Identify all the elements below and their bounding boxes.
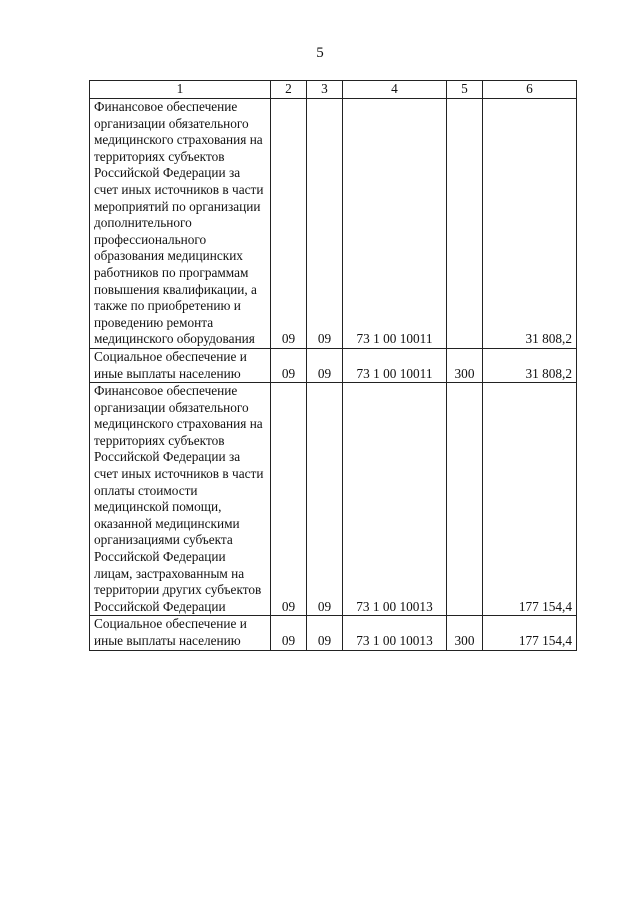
row-amount: 31 808,2 (483, 99, 577, 349)
row-section-code: 09 (271, 616, 307, 650)
header-row (90, 81, 577, 99)
row-target-code: 73 1 00 10013 (343, 383, 447, 616)
row-section-code: 09 (271, 348, 307, 382)
table-row (90, 348, 577, 382)
header-col-1: 1 (90, 81, 271, 99)
header-col-5: 5 (447, 81, 483, 99)
row-name (90, 616, 271, 650)
row-section-code: 09 (271, 383, 307, 616)
row-name (90, 383, 271, 616)
row-name-text: Финансовое обеспечение организации обязательного медицинского страхования на территориях субъектов Российской Федерации за счет иных источников в части мероприятий по организации дополнительного профессионального образования медицинских работников по программам повышения квалификации, а также по приобретению и проведению ремонта медицинского оборудования (94, 99, 264, 347)
header-col-4: 4 (343, 81, 447, 99)
header-col-6: 6 (483, 81, 577, 99)
table-row (90, 616, 577, 650)
row-target-code: 73 1 00 10011 (343, 99, 447, 349)
row-name-text: Социальное обеспечение и иные выплаты населению (94, 616, 247, 648)
row-expense-type: 300 (447, 348, 483, 382)
row-subsection-code: 09 (307, 383, 343, 616)
row-subsection-code: 09 (307, 616, 343, 650)
row-expense-type (447, 99, 483, 349)
row-expense-type (447, 383, 483, 616)
row-amount: 177 154,4 (483, 383, 577, 616)
row-name-text: Социальное обеспечение и иные выплаты населению (94, 348, 247, 381)
row-subsection-code: 09 (307, 99, 343, 349)
page-number: 5 (316, 45, 324, 61)
row-target-code: 73 1 00 10011 (343, 348, 447, 382)
table-row (90, 99, 577, 349)
row-name (90, 99, 271, 349)
row-amount: 177 154,4 (483, 616, 577, 650)
row-subsection-code: 09 (307, 348, 343, 382)
row-name (90, 348, 271, 382)
header-col-3: 3 (307, 81, 343, 99)
header-col-2: 2 (271, 81, 307, 99)
table-row (90, 383, 577, 616)
row-name-text: Финансовое обеспечение организации обязательного медицинского страхования на территориях субъектов Российской Федерации за счет иных источников в части оплаты стоимости медицинской помощи, оказанной медицинскими организациями субъекта Российской Федерации лицам, застрахованным на территории других субъектов Российской Федерации (94, 383, 264, 614)
row-section-code: 09 (271, 99, 307, 349)
row-target-code: 73 1 00 10013 (343, 616, 447, 650)
row-expense-type: 300 (447, 616, 483, 650)
budget-table (89, 80, 577, 651)
row-amount: 31 808,2 (483, 348, 577, 382)
